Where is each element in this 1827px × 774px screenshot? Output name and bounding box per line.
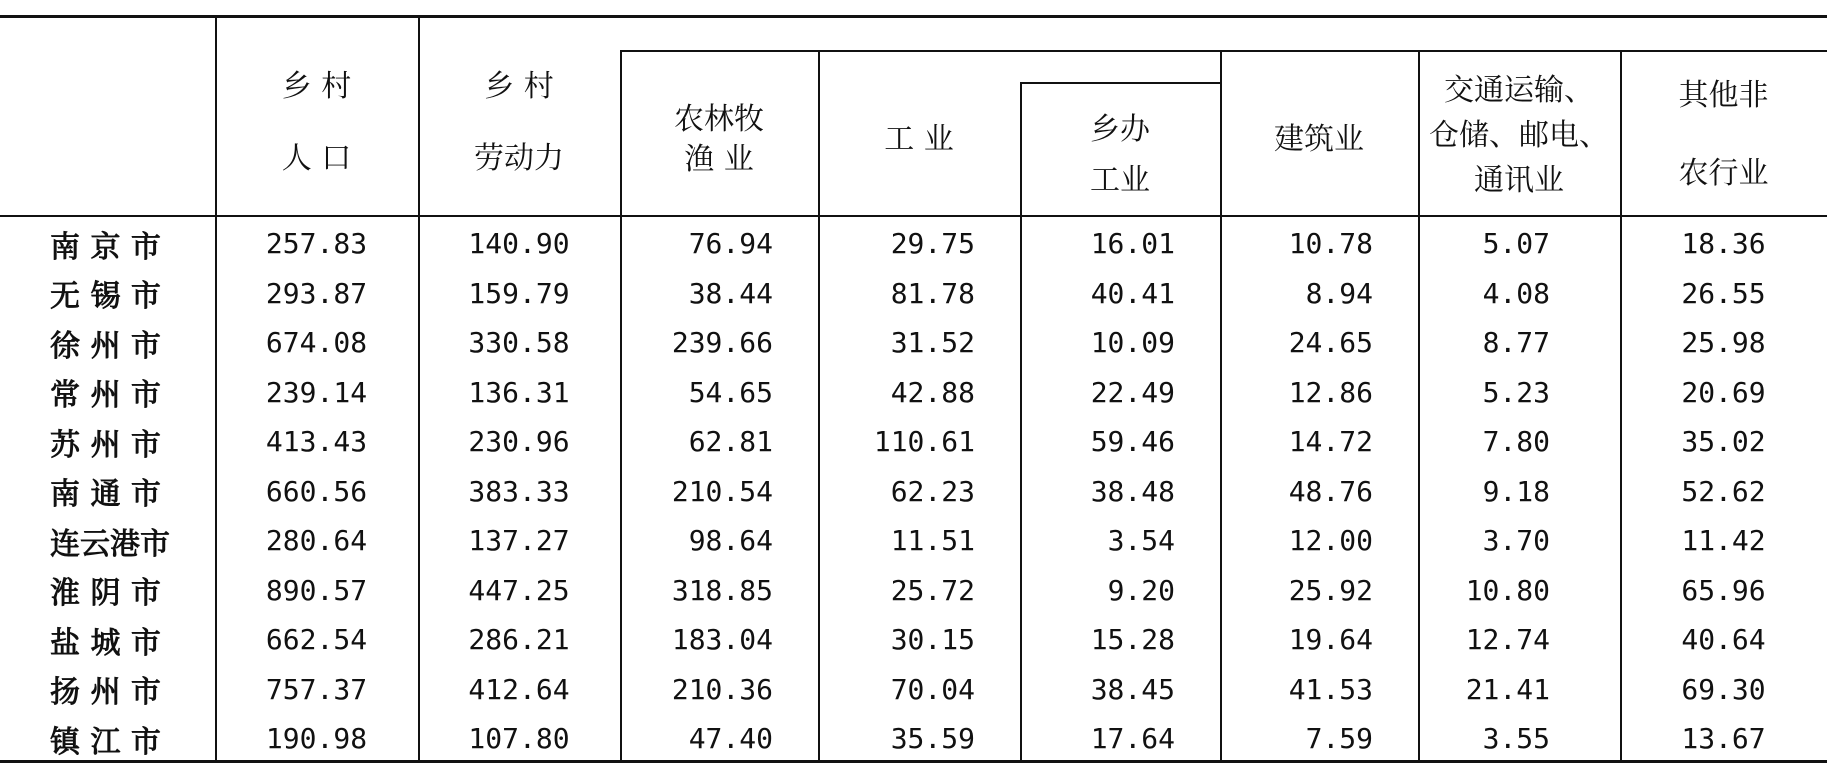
header-col2-line: 乡 村 bbox=[484, 68, 554, 104]
row-value-cell: 40.41 bbox=[1090, 276, 1175, 310]
row-value-cell: 31.52 bbox=[890, 326, 975, 360]
header-col7 bbox=[1418, 55, 1620, 215]
row-value-cell: 183.04 bbox=[671, 623, 773, 657]
row-value-cell: 8.77 bbox=[1482, 326, 1550, 360]
row-value-cell: 35.59 bbox=[890, 722, 975, 756]
row-city-label: 盐 城 市 bbox=[50, 625, 161, 661]
header-col1 bbox=[215, 30, 418, 215]
row-value-cell: 42.88 bbox=[890, 375, 975, 409]
header-col3-line: 农林牧 bbox=[674, 101, 764, 137]
row-value-cell: 13.67 bbox=[1681, 722, 1766, 756]
row-value-cell: 10.09 bbox=[1090, 326, 1175, 360]
row-value-cell: 5.07 bbox=[1482, 227, 1550, 261]
row-value-cell: 159.79 bbox=[468, 276, 570, 310]
header-col7-line: 交通运输、 bbox=[1444, 72, 1594, 108]
row-value-cell: 18.36 bbox=[1681, 227, 1766, 261]
row-value-cell: 70.04 bbox=[890, 672, 975, 706]
row-city-label: 常 州 市 bbox=[50, 378, 161, 414]
row-value-cell: 81.78 bbox=[890, 276, 975, 310]
header-col2-line: 劳动力 bbox=[474, 140, 564, 176]
row-value-cell: 54.65 bbox=[688, 375, 773, 409]
row-city-label: 南 京 市 bbox=[50, 229, 161, 265]
row-value-cell: 210.54 bbox=[671, 474, 773, 508]
row-value-cell: 25.92 bbox=[1288, 573, 1373, 607]
row-value-cell: 210.36 bbox=[671, 672, 773, 706]
row-value-cell: 38.44 bbox=[688, 276, 773, 310]
row-value-cell: 11.42 bbox=[1681, 524, 1766, 558]
row-value-cell: 7.59 bbox=[1305, 722, 1373, 756]
header-col1-line: 乡 村 bbox=[281, 68, 352, 104]
row-value-cell: 98.64 bbox=[688, 524, 773, 558]
row-value-cell: 48.76 bbox=[1288, 474, 1373, 508]
row-value-cell: 257.83 bbox=[265, 227, 368, 261]
header-col8-line: 其他非 bbox=[1678, 78, 1769, 113]
row-value-cell: 11.51 bbox=[890, 524, 975, 558]
row-value-cell: 662.54 bbox=[265, 623, 368, 657]
row-value-cell: 15.28 bbox=[1090, 623, 1175, 657]
row-value-cell: 17.64 bbox=[1090, 722, 1175, 756]
header-subgroup-rule bbox=[1020, 82, 1220, 84]
row-value-cell: 10.78 bbox=[1288, 227, 1373, 261]
row-city-label: 扬 州 市 bbox=[50, 675, 161, 711]
header-col4-line: 工 业 bbox=[884, 122, 954, 157]
header-group-rule bbox=[620, 50, 1827, 52]
row-value-cell: 40.64 bbox=[1681, 623, 1766, 657]
header-col3-line: 渔 业 bbox=[684, 142, 754, 177]
row-city-label: 南 通 市 bbox=[50, 477, 161, 513]
row-value-cell: 383.33 bbox=[468, 474, 570, 508]
row-city-label: 徐 州 市 bbox=[50, 328, 161, 364]
row-value-cell: 20.69 bbox=[1681, 375, 1766, 409]
header-col8 bbox=[1620, 55, 1827, 215]
header-col5-line: 乡办 bbox=[1090, 112, 1150, 147]
row-value-cell: 413.43 bbox=[265, 425, 368, 459]
row-value-cell: 9.18 bbox=[1482, 474, 1550, 508]
header-col6 bbox=[1220, 65, 1418, 215]
row-value-cell: 7.80 bbox=[1482, 425, 1550, 459]
row-city-label: 淮 阴 市 bbox=[50, 576, 161, 612]
row-value-cell: 280.64 bbox=[265, 524, 368, 558]
row-value-cell: 14.72 bbox=[1288, 425, 1373, 459]
row-value-cell: 412.64 bbox=[468, 672, 570, 706]
row-value-cell: 239.66 bbox=[671, 326, 773, 360]
row-city-label: 无 锡 市 bbox=[50, 279, 161, 315]
header-col3 bbox=[620, 65, 818, 215]
row-value-cell: 12.74 bbox=[1465, 623, 1550, 657]
row-value-cell: 293.87 bbox=[265, 276, 368, 310]
row-value-cell: 19.64 bbox=[1288, 623, 1373, 657]
row-city-label: 苏 州 市 bbox=[50, 427, 161, 463]
header-col5 bbox=[1020, 95, 1220, 215]
row-value-cell: 47.40 bbox=[688, 722, 773, 756]
header-col6-line: 建筑业 bbox=[1274, 122, 1364, 157]
row-value-cell: 12.00 bbox=[1288, 524, 1373, 558]
row-value-cell: 140.90 bbox=[468, 227, 570, 261]
row-value-cell: 8.94 bbox=[1305, 276, 1373, 310]
row-value-cell: 65.96 bbox=[1681, 573, 1766, 607]
row-value-cell: 230.96 bbox=[468, 425, 570, 459]
row-value-cell: 190.98 bbox=[265, 722, 368, 756]
header-col4 bbox=[818, 65, 1020, 215]
row-value-cell: 239.14 bbox=[265, 375, 368, 409]
row-city-label: 连云港市 bbox=[50, 526, 170, 562]
row-value-cell: 3.55 bbox=[1482, 722, 1550, 756]
row-value-cell: 4.08 bbox=[1482, 276, 1550, 310]
row-value-cell: 10.80 bbox=[1465, 573, 1550, 607]
row-value-cell: 30.15 bbox=[890, 623, 975, 657]
row-value-cell: 69.30 bbox=[1681, 672, 1766, 706]
header-col7-line: 仓储、邮电、 bbox=[1429, 117, 1609, 153]
row-value-cell: 62.81 bbox=[688, 425, 773, 459]
row-value-cell: 674.08 bbox=[265, 326, 368, 360]
row-value-cell: 107.80 bbox=[468, 722, 570, 756]
row-value-cell: 21.41 bbox=[1465, 672, 1550, 706]
row-value-cell: 660.56 bbox=[265, 474, 368, 508]
row-value-cell: 318.85 bbox=[671, 573, 773, 607]
row-value-cell: 3.70 bbox=[1482, 524, 1550, 558]
header-col8-line: 农行业 bbox=[1678, 156, 1769, 191]
row-value-cell: 137.27 bbox=[468, 524, 570, 558]
row-value-cell: 9.20 bbox=[1107, 573, 1175, 607]
row-value-cell: 76.94 bbox=[688, 227, 773, 261]
row-value-cell: 26.55 bbox=[1681, 276, 1766, 310]
row-value-cell: 12.86 bbox=[1288, 375, 1373, 409]
row-value-cell: 38.45 bbox=[1090, 672, 1175, 706]
row-value-cell: 25.72 bbox=[890, 573, 975, 607]
header-col1-line: 人 口 bbox=[281, 140, 352, 176]
row-value-cell: 286.21 bbox=[468, 623, 570, 657]
row-value-cell: 52.62 bbox=[1681, 474, 1766, 508]
row-value-cell: 447.25 bbox=[468, 573, 570, 607]
row-value-cell: 24.65 bbox=[1288, 326, 1373, 360]
row-value-cell: 22.49 bbox=[1090, 375, 1175, 409]
row-value-cell: 41.53 bbox=[1288, 672, 1373, 706]
header-col2 bbox=[418, 30, 620, 215]
row-value-cell: 62.23 bbox=[890, 474, 975, 508]
row-value-cell: 35.02 bbox=[1681, 425, 1766, 459]
row-city-label: 镇 江 市 bbox=[50, 724, 161, 760]
table-top-rule bbox=[0, 15, 1827, 18]
row-value-cell: 16.01 bbox=[1090, 227, 1175, 261]
row-value-cell: 890.57 bbox=[265, 573, 368, 607]
row-value-cell: 136.31 bbox=[468, 375, 570, 409]
row-value-cell: 38.48 bbox=[1090, 474, 1175, 508]
row-value-cell: 25.98 bbox=[1681, 326, 1766, 360]
row-value-cell: 110.61 bbox=[873, 425, 975, 459]
row-value-cell: 59.46 bbox=[1090, 425, 1175, 459]
header-col5-line: 工业 bbox=[1090, 163, 1150, 198]
header-col7-line: 通讯业 bbox=[1474, 162, 1564, 198]
row-value-cell: 757.37 bbox=[265, 672, 368, 706]
row-value-cell: 330.58 bbox=[468, 326, 570, 360]
header-bottom-rule bbox=[0, 215, 1827, 217]
row-value-cell: 29.75 bbox=[890, 227, 975, 261]
row-value-cell: 3.54 bbox=[1107, 524, 1175, 558]
row-value-cell: 5.23 bbox=[1482, 375, 1550, 409]
